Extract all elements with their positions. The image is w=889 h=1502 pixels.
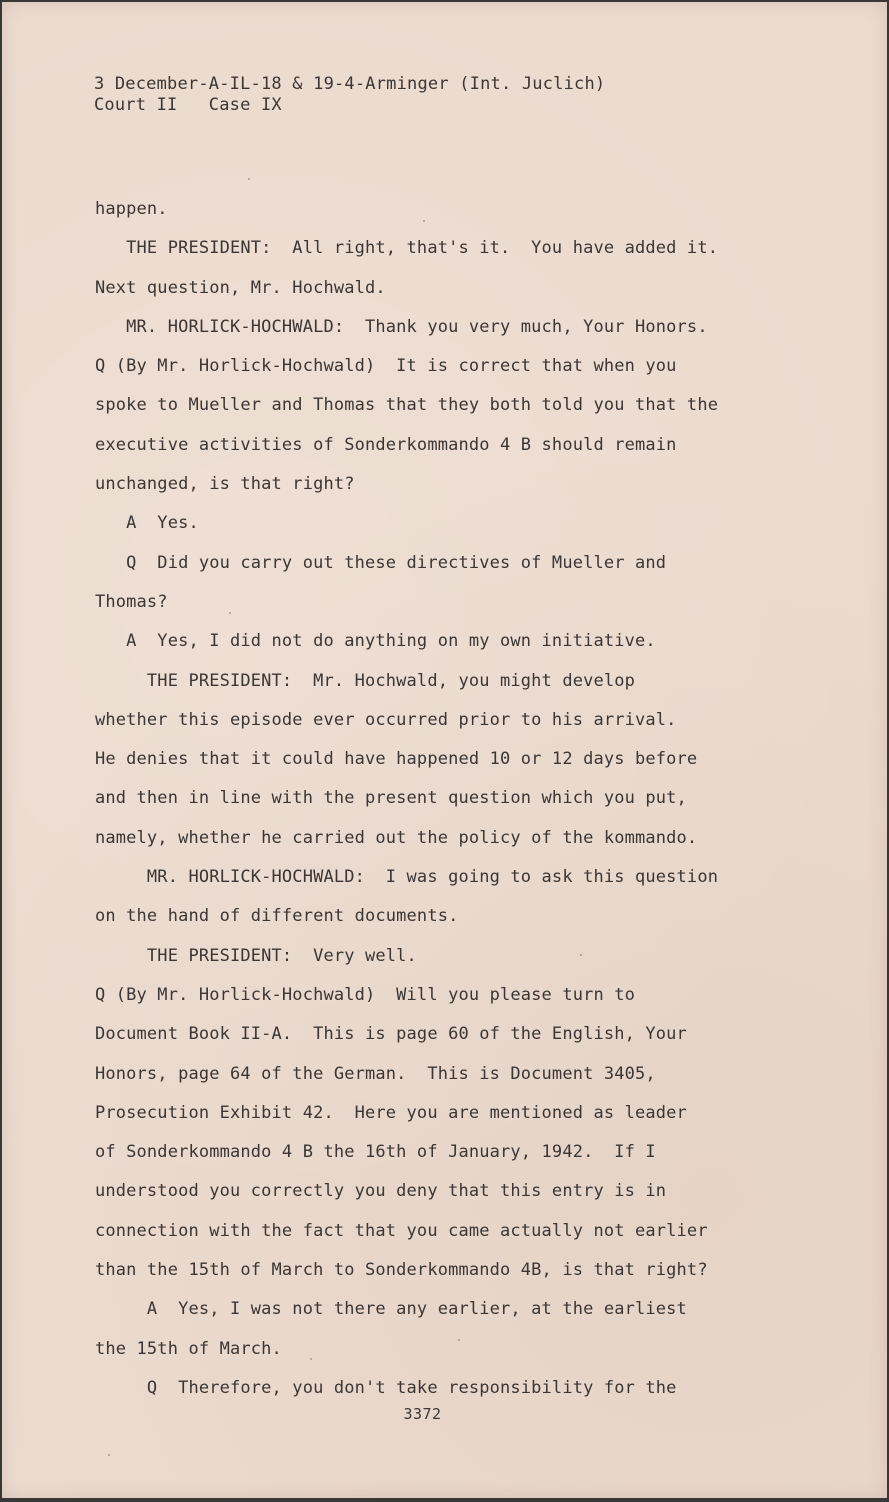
paper-speck: [423, 220, 425, 222]
transcript-line: Next question, Mr. Hochwald.: [95, 277, 386, 298]
transcript-line: understood you correctly you deny that this entry is in: [95, 1181, 667, 1202]
transcript-line: A Yes, I was not there any earlier, at the earliest: [95, 1299, 687, 1320]
transcript-line: the 15th of March.: [95, 1338, 282, 1359]
page-number: 3372: [403, 1405, 442, 1423]
transcript-line: He denies that it could have happened 10 or 12 days before: [95, 749, 698, 770]
paper-speck: [310, 1358, 312, 1360]
transcript-line: MR. HORLICK-HOCHWALD: I was going to ask this question: [95, 867, 719, 888]
document-page: [2, 2, 887, 1498]
transcript-line: Q (By Mr. Horlick-Hochwald) It is correct that when you: [95, 356, 677, 377]
transcript-line: and then in line with the present question which you put,: [95, 788, 687, 809]
paper-speck: [458, 1339, 460, 1341]
transcript-line: executive activities of Sonderkommando 4 B should remain: [95, 434, 677, 455]
transcript-line: A Yes, I did not do anything on my own initiative.: [95, 631, 656, 652]
transcript-line: THE PRESIDENT: Very well.: [95, 945, 417, 966]
transcript-line: of Sonderkommando 4 B the 16th of January, 1942. If I: [95, 1142, 656, 1163]
transcript-line: Q Therefore, you don't take responsibility for the: [95, 1377, 677, 1398]
transcript-body: [95, 190, 815, 1408]
transcript-line: whether this episode ever occurred prior to his arrival.: [95, 709, 677, 730]
paper-speck: [248, 178, 250, 180]
transcript-line: Thomas?: [95, 591, 168, 612]
transcript-line: than the 15th of March to Sonderkommando 4B, is that right?: [95, 1260, 708, 1281]
transcript-line: Q Did you carry out these directives of Mueller and: [95, 552, 667, 573]
header-line-1: 3 December-A-IL-18 & 19-4-Arminger (Int. Juclich): [94, 74, 606, 94]
transcript-line: MR. HORLICK-HOCHWALD: Thank you very much, Your Honors.: [95, 316, 708, 337]
paper-speck: [580, 954, 582, 956]
transcript-line: namely, whether he carried out the policy of the kommando.: [95, 827, 698, 848]
transcript-line: THE PRESIDENT: Mr. Hochwald, you might develop: [95, 670, 636, 691]
transcript-line: happen.: [95, 199, 168, 219]
transcript-line: connection with the fact that you came actually not earlier: [95, 1220, 708, 1241]
transcript-line: Q (By Mr. Horlick-Hochwald) Will you please turn to: [95, 984, 636, 1005]
transcript-line: unchanged, is that right?: [95, 474, 355, 495]
transcript-line: on the hand of different documents.: [95, 906, 459, 927]
transcript-line: Honors, page 64 of the German. This is Document 3405,: [95, 1063, 656, 1084]
transcript-line: Document Book II-A. This is page 60 of the English, Your: [95, 1024, 687, 1045]
paper-speck: [108, 1454, 110, 1456]
transcript-line: spoke to Mueller and Thomas that they both told you that the: [95, 395, 719, 416]
transcript-line: Prosecution Exhibit 42. Here you are mentioned as leader: [95, 1102, 687, 1123]
header-line-2: Court II Case IX: [94, 95, 282, 115]
transcript-line: A Yes.: [95, 513, 199, 534]
document-header: [94, 74, 605, 116]
transcript-line: THE PRESIDENT: All right, that's it. You have added it.: [95, 238, 719, 259]
paper-speck: [229, 612, 231, 614]
